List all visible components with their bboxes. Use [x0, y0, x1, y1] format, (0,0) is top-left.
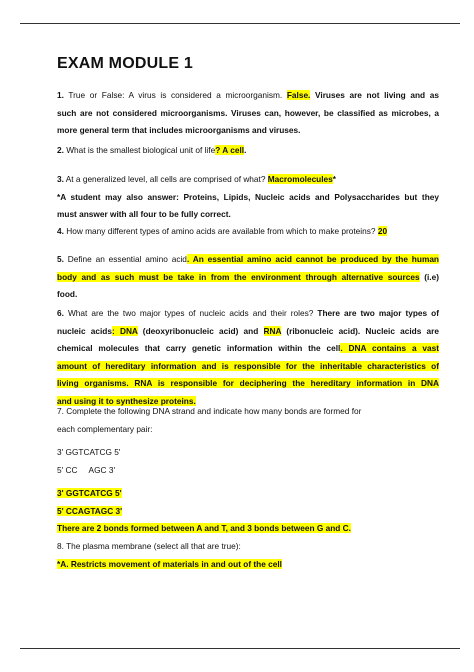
question-7: [57, 403, 439, 438]
question-5-line-1: 5. Define an essential amino acid. An essential amino acid cannot be produced by the human: [57, 254, 439, 264]
question-4: 4. How many different types of amino acids are available from which to make proteins? 20: [57, 226, 388, 236]
question-5-line-2: body and as such must be take in from the environment through alternative sources (i.e): [57, 271, 439, 282]
question-3: [57, 171, 439, 224]
question-3-line-3: must answer with all four to be fully correct.: [57, 209, 231, 220]
question-6-line-1: 6. What are the two major types of nucleic acids and their roles? There are two major types of: [57, 308, 439, 318]
question-3-line-1: 3. At a generalized level, all cells are comprised of what? Macromolecules*: [57, 174, 337, 184]
question-6-line-5: living organisms. RNA is responsible for deciphering the hereditary information in DNA: [57, 378, 439, 389]
question-7-answer: 3' GGTCATCG 5' 5' CCAGTAGC 3' There are 2 bonds formed between A and T, and 3 bonds between G and C.: [57, 488, 351, 534]
question-1-line-3: more general term that includes microorganisms and viruses.: [57, 125, 301, 136]
question-6-line-3: chemical molecules that carry genetic information within the cell. DNA contains a vast: [57, 343, 440, 354]
strand-3-5: 3' GGTCATCG 5': [57, 447, 121, 457]
bottom-divider: [20, 648, 460, 649]
dna-strand: [57, 444, 439, 479]
question-7-line-2: each complementary pair:: [57, 423, 153, 434]
question-8-text: 8. The plasma membrane (select all that are true):: [57, 541, 241, 551]
strand-5-3: 5' CC AGC 3': [57, 464, 116, 475]
question-1: [57, 87, 439, 140]
question-1-line-2: such are not considered microorganisms. Viruses can, however, be classified as microbes, a: [57, 107, 439, 118]
question-3-line-2: *A student may also answer: Proteins, Lipids, Nucleic acids and Polysaccharides but they: [57, 191, 439, 202]
question-1-line-1: 1. True or False: A virus is considered a microorganism. False. Viruses are not living and as: [57, 90, 439, 100]
question-5: [57, 251, 439, 304]
answer-highlight: . An essential amino acid cannot be produced by the human: [186, 254, 439, 264]
question-8-option-a: *A. Restricts movement of materials in and out of the cell: [57, 558, 282, 569]
question-2: 2. What is the smallest biological unit of life? A cell.: [57, 145, 247, 155]
question-6-line-4: amount of hereditary information and is responsible for the inheritable characteristics of: [57, 360, 439, 371]
question-8: [57, 538, 439, 573]
question-7-line-1: 7. Complete the following DNA strand and indicate how many bonds are formed for: [57, 406, 362, 416]
answer-highlight: ? A cell: [215, 145, 245, 155]
question-6-line-2: nucleic acids: DNA (deoxyribonucleic acid) and RNA (ribonucleic acid). Nucleic acids are: [57, 325, 439, 336]
question-5-line-3: food.: [57, 289, 78, 300]
question-6-line-6: and using it to synthesize proteins.: [57, 395, 196, 406]
top-divider: [20, 23, 460, 24]
question-6: [57, 305, 439, 411]
page-title: EXAM MODULE 1: [57, 55, 193, 72]
answer-highlight: 20: [377, 226, 388, 236]
answer-highlight: False.: [286, 90, 311, 100]
answer-highlight: Macromolecules: [267, 174, 333, 184]
answer-highlight: body and as such must be take in from the environment through alternative sources: [57, 271, 420, 282]
